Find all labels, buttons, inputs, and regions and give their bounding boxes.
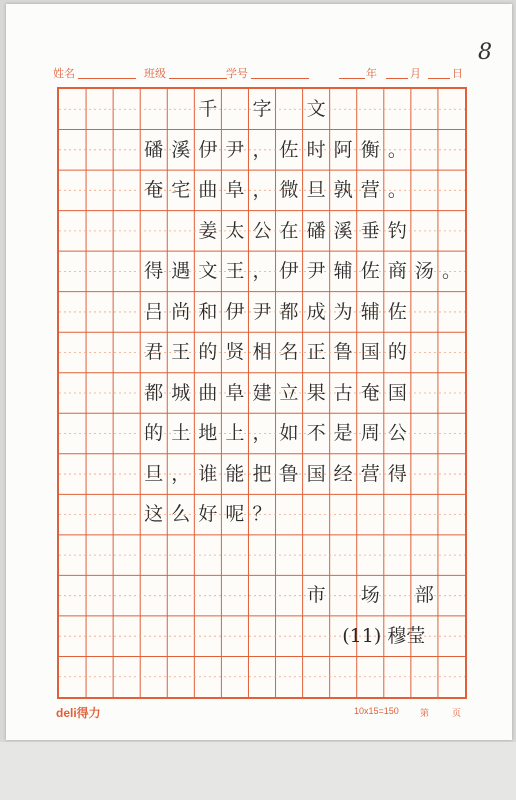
text-char: 国 xyxy=(360,341,380,364)
day-label: 日 xyxy=(452,68,463,80)
text-char: 名 xyxy=(279,341,299,364)
text-char: 公 xyxy=(252,219,272,242)
text-char: ， xyxy=(252,260,272,283)
text-char: 是 xyxy=(333,422,353,445)
text-char: 佐 xyxy=(387,300,407,323)
text-char: 。 xyxy=(441,260,461,283)
text-char: 孰 xyxy=(333,179,353,202)
text-char: 城 xyxy=(171,381,191,404)
text-char: 曲 xyxy=(198,381,218,404)
text-char: 遇 xyxy=(171,260,191,283)
text-char: 伊 xyxy=(225,300,245,323)
text-char: ， xyxy=(171,462,191,485)
text-char: 时 xyxy=(306,138,326,161)
text-char: 国 xyxy=(387,381,407,404)
writing-grid xyxy=(57,87,467,699)
signature-char: 部 xyxy=(414,584,434,607)
text-char: 营 xyxy=(360,462,380,485)
text-char: 微 xyxy=(279,179,299,202)
text-char: ， xyxy=(252,179,272,202)
title-char: 文 xyxy=(306,98,326,120)
text-char: 的 xyxy=(387,341,407,364)
text-char: 曲 xyxy=(198,179,218,202)
text-char: 垂 xyxy=(360,219,380,242)
text-char: 奄 xyxy=(144,179,164,202)
text-char: 公 xyxy=(387,422,407,445)
text-char: 如 xyxy=(279,422,299,445)
title-char: 千 xyxy=(198,98,218,120)
text-char: 贤 xyxy=(225,341,245,364)
text-char: 衡 xyxy=(360,138,380,161)
paper-sheet xyxy=(6,4,512,740)
id-line xyxy=(251,78,309,79)
text-char: 在 xyxy=(279,219,299,242)
text-char: 。 xyxy=(387,138,407,161)
class-label: 班级 xyxy=(144,68,166,80)
year-line xyxy=(339,78,365,79)
sheet-header xyxy=(6,62,512,82)
text-char: 文 xyxy=(198,260,218,283)
scan-background xyxy=(0,742,516,800)
text-char: 得 xyxy=(387,462,407,485)
text-char: 阜 xyxy=(225,179,245,202)
day-line xyxy=(428,78,450,79)
text-char: 得 xyxy=(144,260,164,283)
text-char: 阿 xyxy=(333,138,353,161)
text-char: 土 xyxy=(171,422,191,445)
text-char: 磻 xyxy=(306,219,326,242)
text-char: 辅 xyxy=(360,300,380,323)
class-line xyxy=(169,78,227,79)
text-char: 佐 xyxy=(279,138,299,161)
text-char: 和 xyxy=(198,300,218,323)
text-char: 。 xyxy=(387,179,407,202)
sheet-footer xyxy=(6,704,512,724)
text-char: 王 xyxy=(225,260,245,283)
text-char: 古 xyxy=(333,381,353,404)
handwritten-page-number: 8 xyxy=(478,40,492,65)
text-char: 王 xyxy=(171,341,191,364)
text-char: 磻 xyxy=(144,138,164,161)
text-char: 周 xyxy=(360,422,380,445)
text-char: 伊 xyxy=(279,260,299,283)
text-char: 呢 xyxy=(225,503,245,526)
text-char: 营 xyxy=(360,179,380,202)
text-char: 鲁 xyxy=(333,341,353,364)
text-char: 的 xyxy=(198,341,218,364)
title-char: 字 xyxy=(252,98,272,120)
page-suffix: 页 xyxy=(452,708,462,718)
text-char: 奄 xyxy=(360,381,380,404)
text-char: ， xyxy=(252,138,272,161)
text-char: 的 xyxy=(144,422,164,445)
text-char: 尹 xyxy=(306,260,326,283)
text-char: 果 xyxy=(306,381,326,404)
signature-char: 市 xyxy=(306,584,326,607)
text-char: 上 xyxy=(225,422,245,445)
text-char: 么 xyxy=(171,503,191,526)
text-char: 姜 xyxy=(198,219,218,242)
year-label: 年 xyxy=(366,68,377,80)
name-label: 姓名 xyxy=(53,68,75,80)
text-char: 好 xyxy=(198,503,218,526)
text-char: 成 xyxy=(306,300,326,323)
text-char: 阜 xyxy=(225,381,245,404)
text-char: 把 xyxy=(252,462,272,485)
text-char: 钓 xyxy=(387,219,407,242)
text-char: 都 xyxy=(144,381,164,404)
text-char: 都 xyxy=(279,300,299,323)
text-char: 地 xyxy=(198,422,218,445)
text-char: 国 xyxy=(306,462,326,485)
text-char: 商 xyxy=(387,260,407,283)
text-char: ， xyxy=(252,422,272,445)
page-label: 第 xyxy=(420,708,430,718)
text-char: 尚 xyxy=(171,300,191,323)
text-char: 辅 xyxy=(333,260,353,283)
signature-char: 场 xyxy=(360,584,380,607)
text-char: 尹 xyxy=(225,138,245,161)
text-char: 宅 xyxy=(171,179,191,202)
month-label: 月 xyxy=(410,68,421,80)
text-char: 能 xyxy=(225,462,245,485)
text-char: 这 xyxy=(144,503,164,526)
text-char: 鲁 xyxy=(279,462,299,485)
text-char: 旦 xyxy=(144,462,164,485)
text-char: 佐 xyxy=(360,260,380,283)
name-line xyxy=(78,78,136,79)
text-char: 立 xyxy=(279,381,299,404)
month-line xyxy=(386,78,408,79)
brand-logo: deli得力 xyxy=(56,706,101,720)
text-char: 旦 xyxy=(306,179,326,202)
text-char: 正 xyxy=(306,341,326,364)
text-char: 建 xyxy=(252,381,272,404)
text-char: 汤 xyxy=(414,260,434,283)
text-char: 不 xyxy=(306,422,326,445)
text-char: 为 xyxy=(333,300,353,323)
text-char: ？ xyxy=(252,503,272,526)
text-char: 太 xyxy=(225,219,245,242)
grid-spec: 10x15=150 xyxy=(354,706,399,716)
text-char: 君 xyxy=(144,341,164,364)
text-char: 尹 xyxy=(252,300,272,323)
text-char: 溪 xyxy=(171,138,191,161)
text-char: 经 xyxy=(333,462,353,485)
text-char: 溪 xyxy=(333,219,353,242)
signature-name: (11) 穆莹 xyxy=(342,624,426,647)
text-char: 吕 xyxy=(144,300,164,323)
text-char: 伊 xyxy=(198,138,218,161)
id-label: 学号 xyxy=(226,68,248,80)
text-char: 谁 xyxy=(198,462,218,485)
text-char: 相 xyxy=(252,341,272,364)
